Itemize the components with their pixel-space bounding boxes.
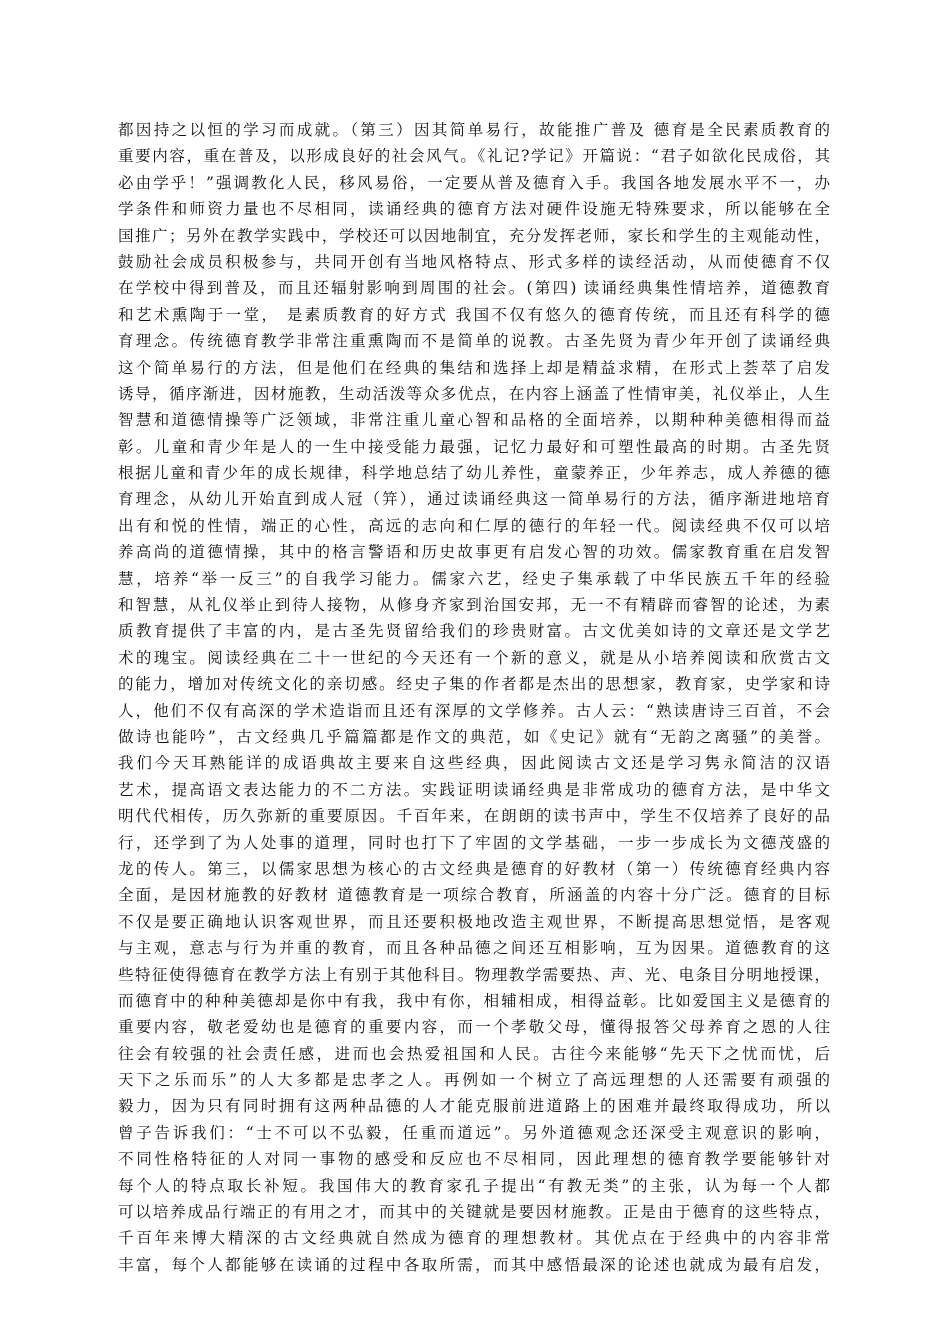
text-line: 根据儿童和青少年的成长规律，科学地总结了幼儿养性，童蒙养正，少年养志，成人养德的德	[118, 464, 830, 483]
text-line: 国推广；另外在教学实践中，学校还可以因地制宜，充分发挥老师，家长和学生的主观能动性，	[118, 226, 830, 245]
text-line: 育理念。传统德育教学非常注重熏陶而不是简单的说教。古圣先贤为青少年开创了读诵经典	[118, 332, 830, 351]
text-line: 不仅是要正确地认识客观世界，而且还要积极地改造主观世界，不断提高思想觉悟，是客观	[118, 912, 830, 931]
text-line: 龙的传人。第三，以儒家思想为核心的古文经典是德育的好教材（第一）传统德育经典内容	[118, 859, 830, 878]
text-line: 人，他们不仅有高深的学术造诣而且还有深厚的文学修养。古人云：“熟读唐诗三百首，不会	[118, 701, 830, 720]
text-line: 我们今天耳熟能详的成语典故主要来自这些经典，因此阅读古文还是学习隽永简洁的汉语	[118, 754, 830, 773]
text-line: 丰富，每个人都能够在读诵的过程中各取所需，而其中感悟最深的论述也就成为最有启发，	[118, 1255, 830, 1274]
text-line: 智慧和道德情操等广泛领域，非常注重儿童心智和品格的全面培养，以期种种美德相得而益	[118, 411, 830, 430]
text-line: 行，还学到了为人处事的道理，同时也打下了牢固的文学基础，一步一步成长为文德茂盛的	[118, 833, 830, 852]
text-line: 必由学乎！”强调教化人民，移风易俗，一定要从普及德育入手。我国各地发展水平不一，办	[118, 173, 830, 192]
text-line: 重要内容，敬老爱幼也是德育的重要内容，而一个孝敬父母，懂得报答父母养育之恩的人往	[118, 1018, 830, 1037]
text-line: 养高尚的道德情操，其中的格言警语和历史故事更有启发心智的功效。儒家教育重在启发智	[118, 543, 830, 562]
text-line: 这个简单易行的方法，但是他们在经典的集结和选择上却是精益求精，在形式上荟萃了启发	[118, 358, 830, 377]
text-line: 质教育提供了丰富的内，是古圣先贤留给我们的珍贵财富。古文优美如诗的文章还是文学艺	[118, 622, 830, 641]
text-line: 和智慧，从礼仪举止到待人接物，从修身齐家到治国安邦，无一不有精辟而睿智的论述，为素	[118, 596, 830, 615]
text-line: 在学校中得到普及，而且还辐射影响到周围的社会。(第四) 读诵经典集性情培养，道德教育	[118, 279, 830, 298]
text-line: 些特征使得德育在教学方法上有别于其他科目。物理教学需要热、声、光、电条目分明地授课，	[118, 965, 830, 984]
text-line: 鼓励社会成员积极参与，共同开创有当地风格特点、形式多样的读经活动，从而使德育不仅	[118, 252, 830, 271]
text-line: 彰。儿童和青少年是人的一生中接受能力最强，记忆力最好和可塑性最高的时期。古圣先贤	[118, 437, 830, 456]
text-line: 而德育中的种种美德却是你中有我，我中有你，相辅相成，相得益彰。比如爱国主义是德育的	[118, 991, 830, 1010]
text-line: 艺术，提高语文表达能力的不二方法。实践证明读诵经典是非常成功的德育方法，是中华文	[118, 780, 830, 799]
text-line: 明代代相传，历久弥新的重要原因。千百年来，在朗朗的读书声中，学生不仅培养了良好的品	[118, 807, 830, 826]
text-line: 往会有较强的社会责任感，进而也会热爱祖国和人民。古往今来能够“先天下之忧而忧，后	[118, 1044, 830, 1063]
text-line: 曾子告诉我们：“士不可以不弘毅，任重而道远”。另外道德观念还深受主观意识的影响，	[118, 1123, 830, 1142]
document-body	[118, 117, 830, 1278]
text-line: 可以培养成品行端正的有用之才，而其中的关键就是要因材施教。正是由于德育的这些特点，	[118, 1203, 830, 1222]
text-line: 与主观，意志与行为并重的教育，而且各种品德之间还互相影响，互为因果。道德教育的这	[118, 939, 830, 958]
text-line: 每个人的特点取长补短。我国伟大的教育家孔子提出“有教无类”的主张，认为每一个人都	[118, 1176, 830, 1195]
text-line: 千百年来博大精深的古文经典就自然成为德育的理想教材。其优点在于经典中的内容非常	[118, 1229, 830, 1248]
text-line: 术的瑰宝。阅读经典在二十一世纪的今天还有一个新的意义，就是从小培养阅读和欣赏古文	[118, 648, 830, 667]
text-line: 学条件和师资力量也不尽相同，读诵经典的德育方法对硬件设施无特殊要求，所以能够在全	[118, 200, 830, 219]
text-line: 重要内容，重在普及，以形成良好的社会风气。《礼记?学记》开篇说：“君子如欲化民成俗，其	[118, 147, 830, 166]
text-line: 都因持之以恒的学习而成就。（第三）因其简单易行，故能推广普及 德育是全民素质教育的	[118, 121, 830, 139]
text-line: 不同性格特征的人对同一事物的感受和反应也不尽相同，因此理想的德育教学要能够针对	[118, 1150, 830, 1169]
text-line: 育理念，从幼儿开始直到成人冠（笄），通过读诵经典这一简单易行的方法，循序渐进地培育	[118, 490, 830, 509]
text-line: 天下之乐而乐”的人大多都是忠孝之人。再例如一个树立了高远理想的人还需要有顽强的	[118, 1071, 830, 1090]
text-line: 诱导，循序渐进，因材施教，生动活泼等众多优点，在内容上涵盖了性情审美，礼仪举止，人生	[118, 384, 830, 403]
text-line: 的能力，增加对传统文化的亲切感。经史子集的作者都是杰出的思想家，教育家，史学家和诗	[118, 675, 830, 694]
text-line: 慧，培养“举一反三”的自我学习能力。儒家六艺，经史子集承载了中华民族五千年的经验	[118, 569, 830, 588]
text-line: 出有和悦的性情，端正的心性，高远的志向和仁厚的德行的年轻一代。阅读经典不仅可以培	[118, 516, 830, 535]
text-line: 做诗也能吟”，古文经典几乎篇篇都是作文的典范，如《史记》就有“无韵之离骚”的美誉。	[118, 727, 830, 746]
text-line: 毅力，因为只有同时拥有这两种品德的人才能克服前进道路上的困难并最终取得成功，所以	[118, 1097, 830, 1116]
text-line: 全面，是因材施教的好教材 道德教育是一项综合教育，所涵盖的内容十分广泛。德育的目标	[118, 886, 830, 905]
text-line: 和艺术熏陶于一堂， 是素质教育的好方式 我国不仅有悠久的德育传统，而且还有科学的德	[118, 305, 830, 324]
